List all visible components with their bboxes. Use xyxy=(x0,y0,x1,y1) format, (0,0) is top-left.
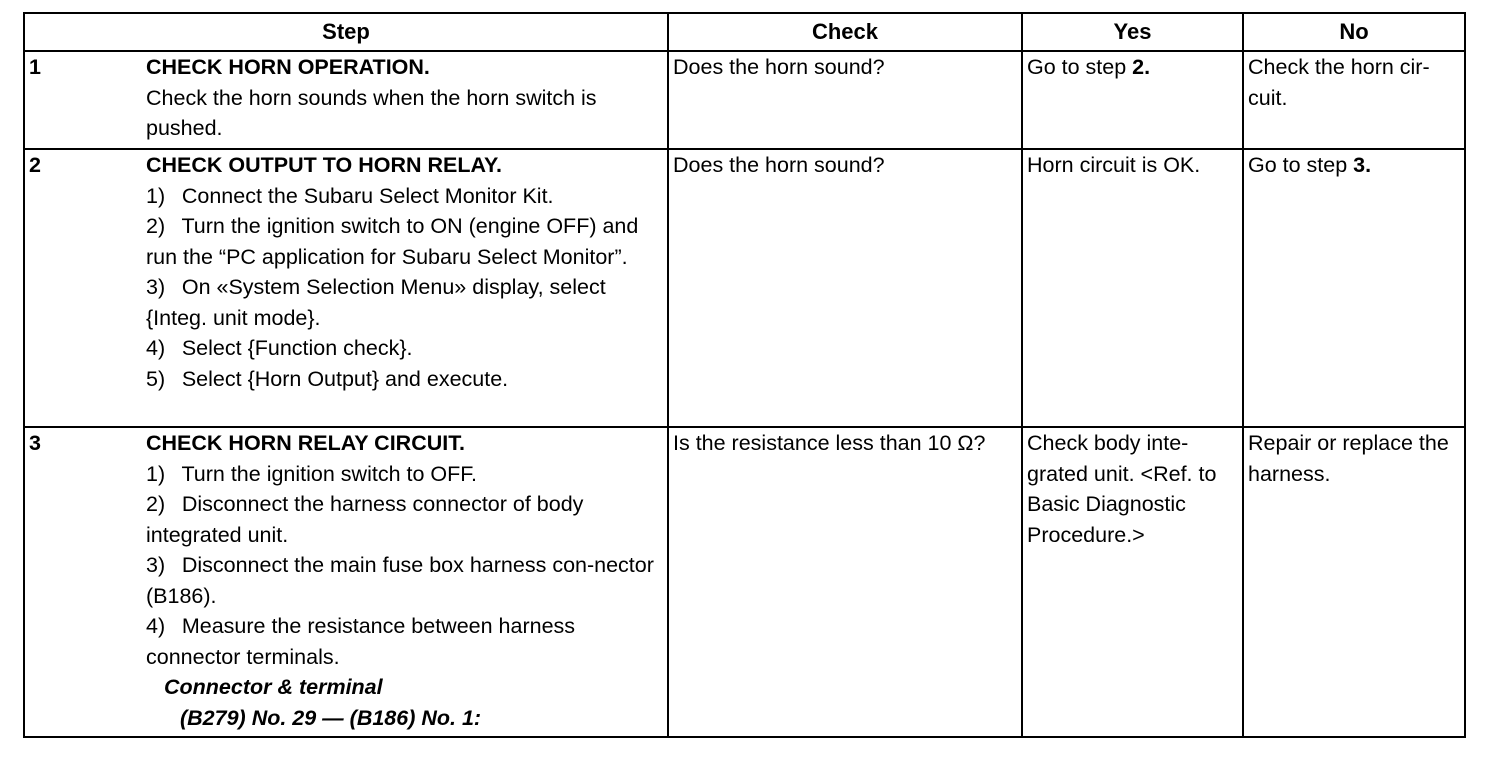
connector-spec-label: Connector & terminal xyxy=(164,675,383,699)
step-line: 1) Connect the Subaru Select Monitor Kit. xyxy=(146,183,554,208)
step-line: 2) Disconnect the harness connector of body integrated unit. xyxy=(146,492,584,547)
table-row xyxy=(24,149,1465,427)
step-line: 4) Measure the resistance between harness connector terminals. xyxy=(146,614,576,669)
step-number: 1 xyxy=(24,51,146,149)
check-cell: Does the horn sound? xyxy=(668,149,1022,427)
step-line: 3) Disconnect the main fuse box harness con-nector (B186). xyxy=(146,553,654,608)
check-cell: Is the resistance less than 10 Ω? xyxy=(668,427,1022,737)
header-no: No xyxy=(1243,13,1465,51)
no-cell: Check the horn cir-cuit. xyxy=(1243,51,1465,149)
table-row xyxy=(24,51,1465,149)
step-line: 4) Select {Function check}. xyxy=(146,336,413,360)
diagnostic-table xyxy=(23,12,1466,738)
step-cell xyxy=(146,51,668,149)
no-step-ref: 3. xyxy=(1353,153,1372,177)
header-step: Step xyxy=(24,13,668,51)
yes-cell: Check body inte-grated unit. <Ref. to Basic Diagnostic Procedure.> xyxy=(1022,427,1243,737)
step-line: Check the horn sounds when the horn switch is pushed. xyxy=(146,85,597,140)
step-title: CHECK HORN OPERATION. xyxy=(146,55,430,79)
yes-step-ref: 2. xyxy=(1132,55,1151,79)
step-line: 1) Turn the ignition switch to OFF. xyxy=(146,461,477,486)
step-line: 3) On «System Selection Menu» display, select {Integ. unit mode}. xyxy=(146,275,606,330)
yes-cell: Horn circuit is OK. xyxy=(1022,149,1243,427)
check-cell: Does the horn sound? xyxy=(668,51,1022,149)
step-number: 3 xyxy=(24,427,146,737)
step-cell xyxy=(146,149,668,427)
table-row xyxy=(24,427,1465,737)
yes-cell xyxy=(1022,51,1243,149)
step-title: CHECK HORN RELAY CIRCUIT. xyxy=(146,431,465,455)
header-yes: Yes xyxy=(1022,13,1243,51)
header-check: Check xyxy=(668,13,1022,51)
step-cell xyxy=(146,427,668,737)
header-row xyxy=(24,13,1465,51)
step-number: 2 xyxy=(24,149,146,427)
step-line: 5) Select {Horn Output} and execute. xyxy=(146,366,509,391)
step-line: 2) Turn the ignition switch to ON (engine OFF) and run the “PC application for Subaru Select Monitor”. xyxy=(146,214,639,269)
yes-text: Go to step xyxy=(1027,55,1133,79)
no-text: Go to step xyxy=(1248,153,1354,177)
connector-spec-value: (B279) No. 29 — (B186) No. 1: xyxy=(180,705,482,730)
no-cell xyxy=(1243,149,1465,427)
step-title: CHECK OUTPUT TO HORN RELAY. xyxy=(146,153,502,177)
no-cell: Repair or replace the harness. xyxy=(1243,427,1465,737)
